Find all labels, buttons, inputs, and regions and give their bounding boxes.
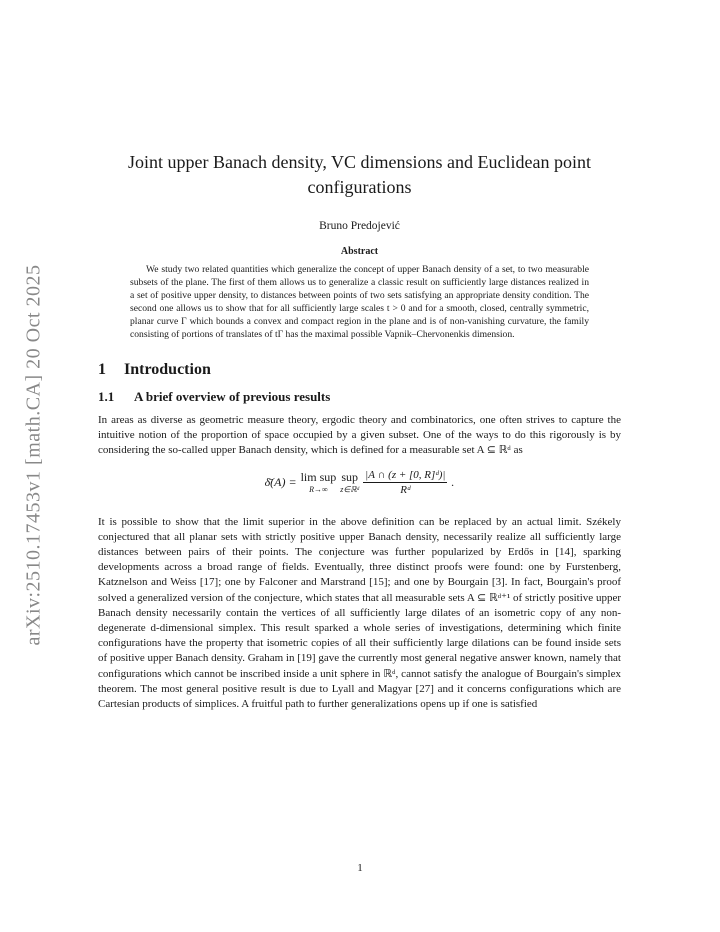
arxiv-identifier-stamp [22,250,46,660]
equation-sup [340,470,359,494]
equation-denominator: Rᵈ [400,483,411,496]
equation-sup-label: sup [341,470,359,485]
intro-paragraph-1: In areas as diverse as geometric measure theory, ergodic theory and combinatorics, one often strives to capture the intuitive notion of the proportion of space occupied by a given subset. One of the ways to do this rigorously is by considering the so-called upper Banach density, which is defined for a measurable set A ⊆ ℝᵈ as [98,414,621,457]
section-heading [98,361,621,379]
intro-paragraph-2: It is possible to show that the limit superior in the above definition can be replaced by an actual limit. Székely conjectured that all planar sets with strictly positive upper Banach density, necessarily realize all sufficiently large distances between pairs of their points. The conjecture was further popularized by Erdős in [14], sparking developments across a broad range of fields. Eventually, three distinct proofs were found: one by Furstenberg, Katznelson and Weiss [17]; one by Falconer and Marstrand [15]; and one by Bourgain [3]. In fact, Bourgain's proof solved a generalized version of the conjecture, which states that all measurable sets A ⊆ ℝᵈ⁺¹ of strictly positive upper Banach density necessarily contain the vertices of all sufficiently large dilates of an isometric copy of any non-degenerate d-dimensional simplex. This result sparked a whole series of investigations, determining which finite configurations have the property that isometric copies of all their sufficiently large dilations can be found inside sets of positive upper Banach density. Graham in [19] gave the currently most general negative answer known, namely that configurations which cannot be inscribed inside a unit sphere in ℝᵈ, cannot satisfy the analogue of Bourgain's simplex theorem. The most general positive result is due to Lyall and Magyar [27] and it concerns configurations which are Cartesian products of simplices. A fruitful path to further generalizations opens up if one is satisfied [98,515,621,711]
equation-sup-subscript: z∈ℝᵈ [340,485,360,495]
paper-page [98,150,621,712]
abstract-text: We study two related quantities which generalize the concept of upper Banach density of a set, to two measurable subsets of the plane. The first of them allows us to generalize a classic result on sufficiently large distances realized in a set of positive upper density, to distances between points of two sets satisfying an appropriate density condition. The second one allows us to show that for all sufficiently large scales t > 0 and for a smooth, closed, centrally symmetric, planar curve Γ which bounds a convex and compact region in the plane and is of non-vanishing curvature, the family consisting of portions of translates of tΓ has the maximal possible Vapnik–Chervonenkis dimension. [130,264,589,340]
equation-lhs: δ̄(A) = [264,474,297,489]
upper-banach-density-equation [98,469,621,505]
equation-numerator: |A ∩ (z + [0, R]ᵈ)| [365,468,446,481]
equation-limsup [301,470,337,494]
arxiv-identifier-text: arXiv:2510.17453v1 [math.CA] 20 Oct 2025 [22,264,45,646]
equation-fraction [363,469,447,496]
equation-end: . [451,474,455,489]
subsection-number: 1.1 [98,389,115,404]
equation-lim-label: lim sup [300,470,337,485]
section-number: 1 [98,361,106,378]
paper-title: Joint upper Banach density, VC dimensions and Euclidean point configurations [128,152,591,197]
page-number: 1 [357,862,363,874]
paper-author: Bruno Predojević [319,220,400,232]
subsection-title: A brief overview of previous results [134,389,331,404]
equation-lim-subscript: R→∞ [309,485,328,495]
abstract-heading: Abstract [340,246,379,257]
section-title: Introduction [124,361,211,378]
subsection-heading [98,389,621,405]
